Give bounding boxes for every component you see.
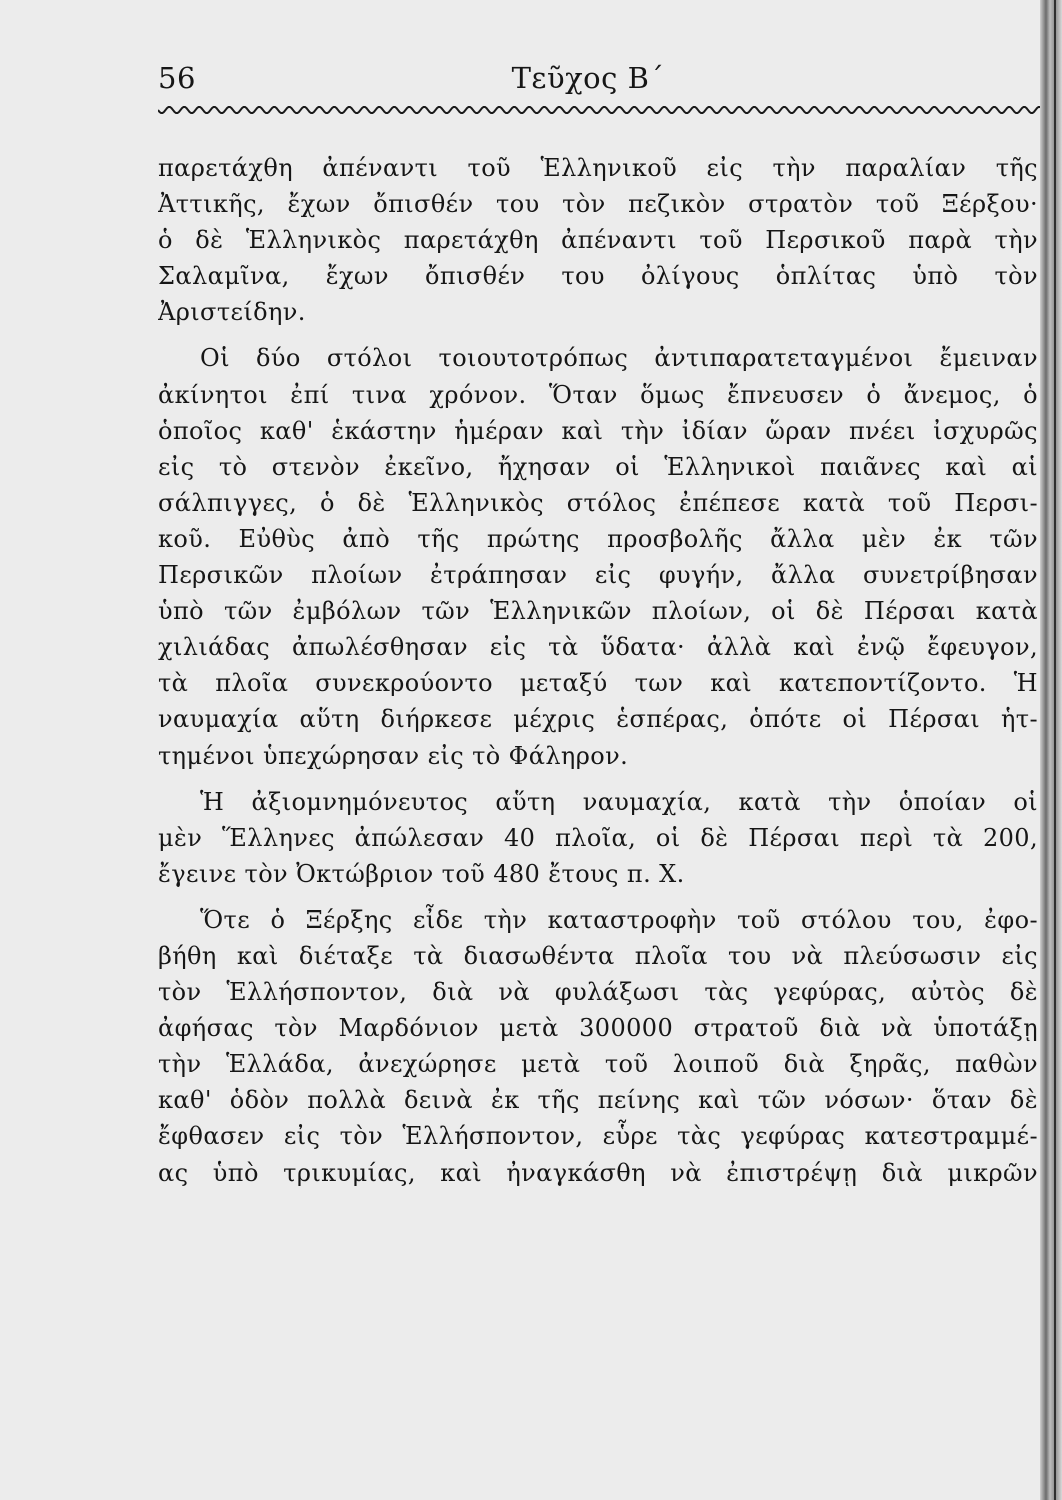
text-line: ἀφήσας τὸν Μαρδόνιον μετὰ 300000 στρατοῦ διὰ νὰ ὑποτάξῃ — [158, 1014, 1038, 1043]
page-number: 56 — [158, 61, 196, 95]
text-line: βήθη καὶ διέταξε τὰ διασωθέντα πλοῖα του νὰ πλεύσωσιν εἰς — [158, 941, 1038, 970]
text-line: Οἱ δύο στόλοι τοιουτοτρόπως ἀντιπαρατεταγμένοι ἔμειναν — [200, 344, 1038, 373]
text-line: ὑπὸ τῶν ἐμβόλων τῶν Ἑλληνικῶν πλοίων, οἱ δὲ Πέρσαι κατὰ — [158, 597, 1038, 626]
text-line: ας ὑπὸ τρικυμίας, καὶ ἠναγκάσθη νὰ ἐπιστρέψῃ διὰ μικρῶν — [158, 1158, 1038, 1187]
body-text — [158, 150, 1038, 1191]
wavy-header-rule — [158, 98, 1042, 122]
text-line: ἔγεινε τὸν Ὀκτώβριον τοῦ 480 ἔτους π. Χ. — [158, 859, 685, 888]
text-line: Ἀριστείδην. — [158, 298, 306, 327]
running-head: Τεῦχος Β΄ — [511, 61, 665, 95]
page-edge-line — [1054, 0, 1056, 1500]
text-line: Ἀττικῆς, ἔχων ὄπισθέν του τὸν πεζικὸν στρατὸν τοῦ Ξέρξου· — [158, 190, 1038, 219]
text-line: ὁ δὲ Ἑλληνικὸς παρετάχθη ἀπέναντι τοῦ Περσικοῦ παρὰ τὴν — [158, 226, 1038, 255]
text-line: κοῦ. Εὐθὺς ἀπὸ τῆς πρώτης προσβολῆς ἄλλα μὲν ἐκ τῶν — [158, 524, 1038, 553]
text-line: ἀκίνητοι ἐπί τινα χρόνον. Ὅταν ὅμως ἔπνευσεν ὁ ἄνεμος, ὁ — [158, 380, 1038, 409]
text-line: τημένοι ὑπεχώρησαν εἰς τὸ Φάληρον. — [158, 741, 629, 770]
text-line: Ἡ ἀξιομνημόνευτος αὕτη ναυμαχία, κατὰ τὴν ὁποίαν οἱ — [200, 787, 1038, 816]
text-line: ἔφθασεν εἰς τὸν Ἑλλήσποντον, εὗρε τὰς γεφύρας κατεστραμμέ- — [158, 1122, 1038, 1151]
text-line: παρετάχθη ἀπέναντι τοῦ Ἑλληνικοῦ εἰς τὴν παραλίαν τῆς — [158, 154, 1038, 182]
text-line: χιλιάδας ἀπωλέσθησαν εἰς τὰ ὕδατα· ἀλλὰ καὶ ἐνῷ ἔφευγον, — [158, 633, 1038, 662]
text-line: Ὅτε ὁ Ξέρξης εἶδε τὴν καταστροφὴν τοῦ στόλου του, ἐφο- — [200, 905, 1038, 934]
text-line: ὁποῖος καθ' ἑκάστην ἡμέραν καὶ τὴν ἰδίαν ὥραν πνέει ἰσχυρῶς — [158, 416, 1038, 445]
text-line: τὸν Ἑλλήσποντον, διὰ νὰ φυλάξωσι τὰς γεφύρας, αὐτὸς δὲ — [158, 978, 1038, 1007]
text-line: ναυμαχία αὕτη διήρκεσε μέχρις ἑσπέρας, ὁπότε οἱ Πέρσαι ἡτ- — [158, 705, 1038, 734]
text-line: Περσικῶν πλοίων ἐτράπησαν εἰς φυγήν, ἄλλα συνετρίβησαν — [158, 561, 1038, 590]
text-line: τὰ πλοῖα συνεκρούοντο μεταξύ των καὶ κατεποντίζοντο. Ἡ — [158, 669, 1038, 698]
text-line: καθ' ὁδὸν πολλὰ δεινὰ ἐκ τῆς πείνης καὶ τῶν νόσων· ὅταν δὲ — [158, 1086, 1038, 1115]
text-line: σάλπιγγες, ὁ δὲ Ἑλληνικὸς στόλος ἐπέπεσε κατὰ τοῦ Περσι- — [158, 488, 1038, 517]
text-line: εἰς τὸ στενὸν ἐκεῖνο, ἤχησαν οἱ Ἑλληνικοὶ παιᾶνες καὶ αἱ — [158, 452, 1038, 481]
page-edge-shadow — [1040, 0, 1062, 1500]
text-line: Σαλαμῖνα, ἔχων ὄπισθέν του ὀλίγους ὁπλίτας ὑπὸ τὸν — [158, 262, 1038, 291]
text-line: τὴν Ἑλλάδα, ἀνεχώρησε μετὰ τοῦ λοιποῦ διὰ ξηρᾶς, παθὼν — [158, 1050, 1038, 1079]
text-line: μὲν Ἕλληνες ἀπώλεσαν 40 πλοῖα, οἱ δὲ Πέρσαι περὶ τὰ 200, — [158, 823, 1038, 852]
